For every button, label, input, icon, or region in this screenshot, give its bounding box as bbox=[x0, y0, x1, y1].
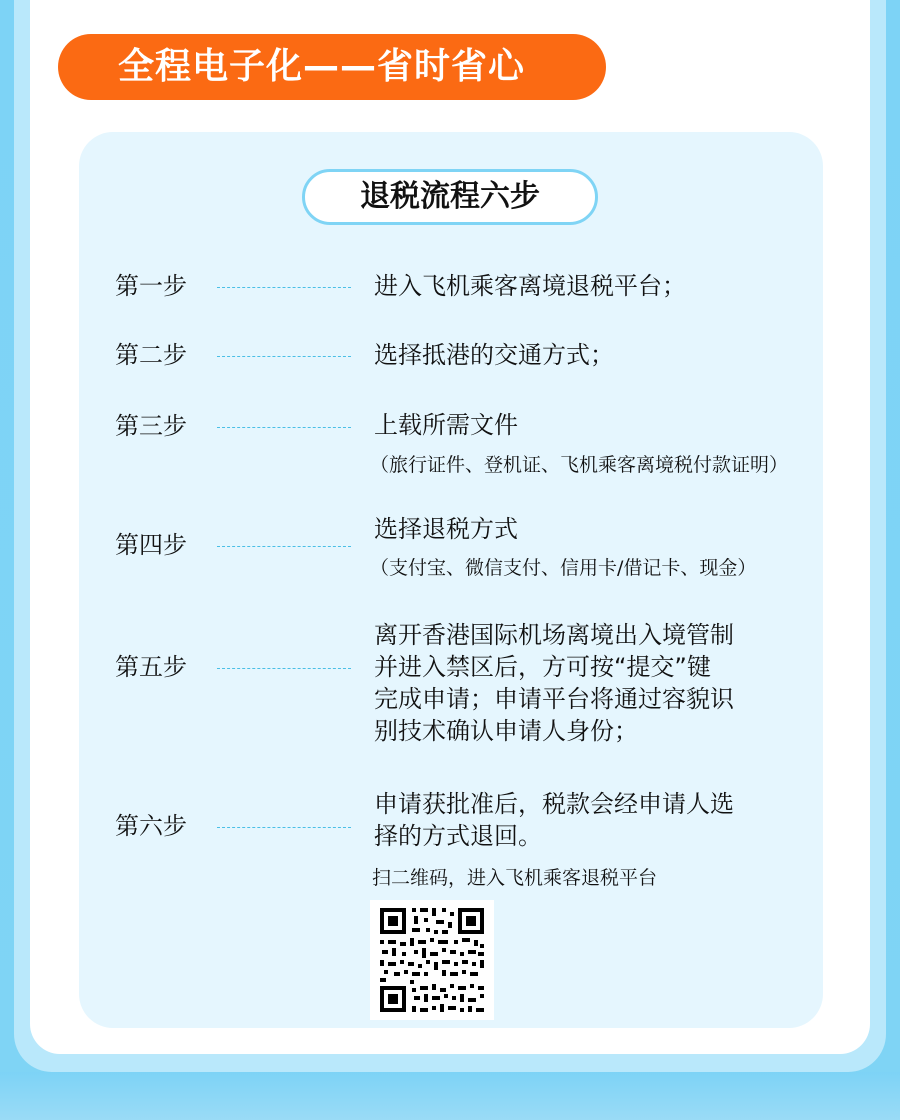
step-2-label: 第二步 bbox=[115, 341, 187, 369]
step-4-text: 选择退税方式 bbox=[374, 515, 518, 543]
step-5-dash bbox=[217, 668, 351, 669]
step-1-text: 进入飞机乘客离境退税平台； bbox=[374, 272, 686, 300]
step-3-dash bbox=[217, 427, 351, 428]
step-1-label: 第一步 bbox=[115, 272, 187, 300]
step-6-line-2: 择的方式退回。 bbox=[374, 822, 542, 850]
step-6-line-1: 申请获批准后，税款会经申请人选 bbox=[374, 790, 734, 818]
step-3-subtext: （旅行证件、登机证、飞机乘客离境税付款证明） bbox=[370, 454, 789, 476]
panel-title: 退税流程六步 bbox=[302, 169, 598, 225]
step-5-line-4: 别技术确认申请人身份； bbox=[374, 717, 638, 745]
step-4-dash bbox=[217, 546, 351, 547]
bottom-background bbox=[0, 1072, 900, 1120]
step-5-line-3: 完成申请；申请平台将通过容貌识 bbox=[374, 685, 734, 713]
step-4-subtext: （支付宝、微信支付、信用卡/借记卡、现金） bbox=[370, 557, 757, 579]
step-1-dash bbox=[217, 287, 351, 288]
step-5-text bbox=[374, 619, 794, 747]
step-4-label: 第四步 bbox=[115, 531, 187, 559]
step-5-line-2: 并进入禁区后，方可按“提交”键 bbox=[374, 653, 711, 681]
step-2-text: 选择抵港的交通方式； bbox=[374, 341, 614, 369]
step-5-label: 第五步 bbox=[115, 653, 187, 681]
step-3-text: 上载所需文件 bbox=[374, 411, 518, 439]
step-6-dash bbox=[217, 827, 351, 828]
header-title: 全程电子化——省时省心 bbox=[58, 34, 606, 100]
step-6-text bbox=[374, 788, 794, 852]
qr-note: 扫二维码，进入飞机乘客退税平台 bbox=[372, 867, 658, 889]
step-3-label: 第三步 bbox=[115, 412, 187, 440]
step-5-line-1: 离开香港国际机场离境出入境管制 bbox=[374, 621, 734, 649]
qr-code-icon[interactable] bbox=[370, 900, 494, 1020]
step-2-dash bbox=[217, 356, 351, 357]
step-6-label: 第六步 bbox=[115, 812, 187, 840]
